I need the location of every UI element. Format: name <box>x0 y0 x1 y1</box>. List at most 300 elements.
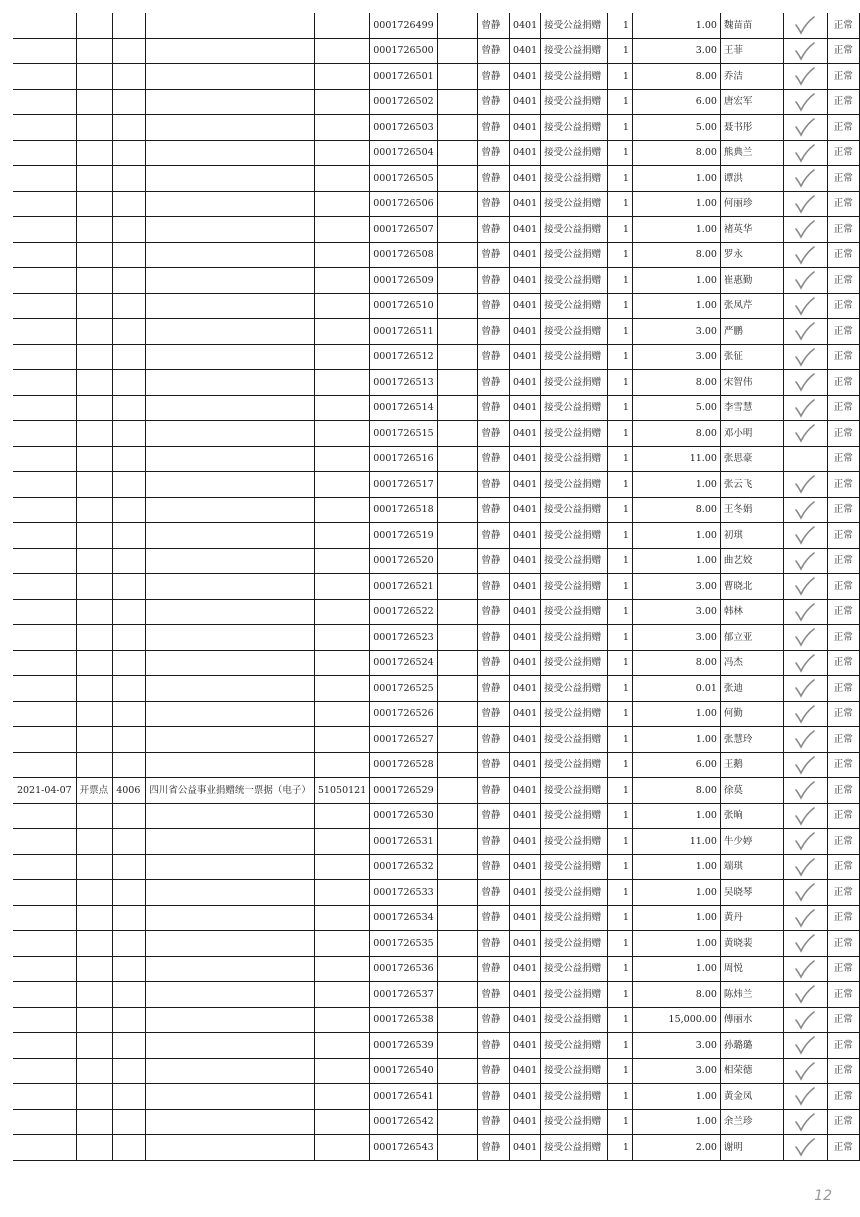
row-bill-code <box>314 344 369 370</box>
table-row <box>13 64 860 90</box>
row-issue-point <box>76 472 113 498</box>
row-amount: 1.00 <box>632 548 720 574</box>
row-blank-cell <box>437 1084 478 1110</box>
row-amount: 3.00 <box>632 1058 720 1084</box>
checkmark-icon <box>792 626 818 648</box>
row-invoice-number: 0001726539 <box>370 1033 437 1059</box>
row-quantity: 1 <box>607 217 632 243</box>
row-handler: 曾静 <box>478 574 510 600</box>
row-handler: 曾静 <box>478 268 510 294</box>
row-status: 正常 <box>827 166 859 192</box>
row-point-code <box>113 370 146 396</box>
row-item-code: 0401 <box>509 115 540 141</box>
row-bill-code <box>314 38 369 64</box>
row-bill-code <box>314 548 369 574</box>
table-row <box>13 370 860 396</box>
row-bill-code <box>314 421 369 447</box>
row-invoice-number: 0001726506 <box>370 191 437 217</box>
row-check-cell <box>784 1033 828 1059</box>
row-check-cell <box>784 472 828 498</box>
row-issue-point <box>76 1007 113 1033</box>
row-date <box>13 13 76 38</box>
row-item-code: 0401 <box>509 829 540 855</box>
row-amount: 1.00 <box>632 931 720 957</box>
row-quantity: 1 <box>607 1135 632 1161</box>
row-date <box>13 1135 76 1161</box>
row-issue-point <box>76 64 113 90</box>
row-amount: 1.00 <box>632 701 720 727</box>
checkmark-icon <box>792 167 818 189</box>
row-item-code: 0401 <box>509 1084 540 1110</box>
row-handler: 曾静 <box>478 829 510 855</box>
row-handler: 曾静 <box>478 13 510 38</box>
row-amount: 3.00 <box>632 1033 720 1059</box>
row-item-name: 接受公益捐赠 <box>541 191 608 217</box>
row-date <box>13 421 76 447</box>
row-date <box>13 319 76 345</box>
row-amount: 1.00 <box>632 905 720 931</box>
row-handler: 曾静 <box>478 1135 510 1161</box>
row-quantity: 1 <box>607 574 632 600</box>
row-date <box>13 854 76 880</box>
row-amount: 8.00 <box>632 497 720 523</box>
row-check-cell <box>784 854 828 880</box>
row-blank-cell <box>437 1007 478 1033</box>
checkmark-icon <box>792 677 818 699</box>
row-bill-code <box>314 956 369 982</box>
row-bill-code <box>314 242 369 268</box>
row-blank-cell <box>437 191 478 217</box>
row-quantity: 1 <box>607 727 632 753</box>
row-item-code: 0401 <box>509 650 540 676</box>
row-blank-cell <box>437 701 478 727</box>
row-blank-cell <box>437 395 478 421</box>
row-status: 正常 <box>827 650 859 676</box>
row-invoice-number: 0001726501 <box>370 64 437 90</box>
row-bill-code <box>314 599 369 625</box>
checkmark-icon <box>792 269 818 291</box>
row-point-code <box>113 293 146 319</box>
checkmark-icon <box>792 1009 818 1031</box>
table-row <box>13 931 860 957</box>
row-handler: 曾静 <box>478 1084 510 1110</box>
row-invoice-number: 0001726543 <box>370 1135 437 1161</box>
row-bill-name <box>146 523 315 549</box>
row-bill-code <box>314 472 369 498</box>
table-row <box>13 217 860 243</box>
row-invoice-number: 0001726521 <box>370 574 437 600</box>
row-date: 2021-04-07 <box>13 778 76 804</box>
row-bill-code <box>314 293 369 319</box>
row-item-name: 接受公益捐赠 <box>541 803 608 829</box>
row-issue-point <box>76 752 113 778</box>
row-check-cell <box>784 38 828 64</box>
row-invoice-number: 0001726520 <box>370 548 437 574</box>
row-date <box>13 727 76 753</box>
row-item-code: 0401 <box>509 548 540 574</box>
row-point-code <box>113 64 146 90</box>
row-amount: 8.00 <box>632 778 720 804</box>
row-bill-code <box>314 574 369 600</box>
row-date <box>13 1109 76 1135</box>
row-donor-name: 王菲 <box>720 38 783 64</box>
row-check-cell <box>784 625 828 651</box>
row-item-name: 接受公益捐赠 <box>541 727 608 753</box>
row-handler: 曾静 <box>478 1007 510 1033</box>
table-row <box>13 574 860 600</box>
row-status: 正常 <box>827 89 859 115</box>
row-point-code <box>113 1007 146 1033</box>
table-row <box>13 421 860 447</box>
row-invoice-number: 0001726499 <box>370 13 437 38</box>
table-row <box>13 650 860 676</box>
row-amount: 8.00 <box>632 982 720 1008</box>
row-issue-point <box>76 880 113 906</box>
row-blank-cell <box>437 38 478 64</box>
row-amount: 1.00 <box>632 268 720 294</box>
row-issue-point <box>76 1033 113 1059</box>
row-date <box>13 217 76 243</box>
row-item-name: 接受公益捐赠 <box>541 319 608 345</box>
row-item-code: 0401 <box>509 1033 540 1059</box>
row-handler: 曾静 <box>478 956 510 982</box>
row-blank-cell <box>437 880 478 906</box>
row-item-name: 接受公益捐赠 <box>541 676 608 702</box>
row-check-cell <box>784 344 828 370</box>
table-row <box>13 829 860 855</box>
row-item-name: 接受公益捐赠 <box>541 293 608 319</box>
row-date <box>13 905 76 931</box>
row-point-code <box>113 676 146 702</box>
row-handler: 曾静 <box>478 472 510 498</box>
row-blank-cell <box>437 625 478 651</box>
row-invoice-number: 0001726516 <box>370 446 437 472</box>
page-number: 12 <box>814 1188 832 1204</box>
row-point-code <box>113 89 146 115</box>
table-row <box>13 676 860 702</box>
row-check-cell <box>784 166 828 192</box>
row-status: 正常 <box>827 370 859 396</box>
row-donor-name: 褚英华 <box>720 217 783 243</box>
row-handler: 曾静 <box>478 905 510 931</box>
row-item-code: 0401 <box>509 319 540 345</box>
row-invoice-number: 0001726517 <box>370 472 437 498</box>
row-status: 正常 <box>827 497 859 523</box>
checkmark-icon <box>792 1136 818 1158</box>
row-point-code <box>113 982 146 1008</box>
row-handler: 曾静 <box>478 676 510 702</box>
row-handler: 曾静 <box>478 140 510 166</box>
row-issue-point <box>76 599 113 625</box>
row-item-code: 0401 <box>509 778 540 804</box>
checkmark-icon <box>792 601 818 623</box>
row-amount: 8.00 <box>632 370 720 396</box>
row-amount: 8.00 <box>632 64 720 90</box>
row-item-code: 0401 <box>509 599 540 625</box>
row-blank-cell <box>437 1109 478 1135</box>
row-handler: 曾静 <box>478 1109 510 1135</box>
checkmark-icon <box>792 65 818 87</box>
row-quantity: 1 <box>607 1109 632 1135</box>
row-check-cell <box>784 752 828 778</box>
table-row <box>13 880 860 906</box>
row-check-cell <box>784 1135 828 1161</box>
table-row <box>13 727 860 753</box>
row-invoice-number: 0001726500 <box>370 38 437 64</box>
row-bill-code <box>314 1058 369 1084</box>
row-bill-name <box>146 191 315 217</box>
row-donor-name: 宋智伟 <box>720 370 783 396</box>
row-donor-name: 冯杰 <box>720 650 783 676</box>
row-handler: 曾静 <box>478 166 510 192</box>
row-amount: 3.00 <box>632 599 720 625</box>
row-bill-name <box>146 472 315 498</box>
row-status: 正常 <box>827 268 859 294</box>
row-invoice-number: 0001726509 <box>370 268 437 294</box>
row-amount: 1.00 <box>632 803 720 829</box>
table-row <box>13 599 860 625</box>
row-issue-point <box>76 676 113 702</box>
row-date <box>13 880 76 906</box>
row-status: 正常 <box>827 1135 859 1161</box>
row-bill-code <box>314 370 369 396</box>
row-status: 正常 <box>827 599 859 625</box>
row-quantity: 1 <box>607 982 632 1008</box>
row-issue-point <box>76 854 113 880</box>
row-amount: 5.00 <box>632 395 720 421</box>
row-handler: 曾静 <box>478 64 510 90</box>
row-invoice-number: 0001726511 <box>370 319 437 345</box>
row-donor-name: 魏苗苗 <box>720 13 783 38</box>
row-quantity: 1 <box>607 344 632 370</box>
row-quantity: 1 <box>607 880 632 906</box>
row-amount: 8.00 <box>632 242 720 268</box>
row-item-name: 接受公益捐赠 <box>541 395 608 421</box>
row-issue-point <box>76 1058 113 1084</box>
row-blank-cell <box>437 778 478 804</box>
row-check-cell <box>784 778 828 804</box>
row-invoice-number: 0001726536 <box>370 956 437 982</box>
row-invoice-number: 0001726515 <box>370 421 437 447</box>
row-item-name: 接受公益捐赠 <box>541 1109 608 1135</box>
row-date <box>13 523 76 549</box>
row-bill-code <box>314 191 369 217</box>
row-invoice-number: 0001726538 <box>370 1007 437 1033</box>
row-item-name: 接受公益捐赠 <box>541 1058 608 1084</box>
row-bill-code <box>314 319 369 345</box>
table-row <box>13 752 860 778</box>
row-amount: 1.00 <box>632 217 720 243</box>
row-bill-code <box>314 931 369 957</box>
row-blank-cell <box>437 64 478 90</box>
row-handler: 曾静 <box>478 982 510 1008</box>
row-status: 正常 <box>827 115 859 141</box>
row-donor-name: 张晌 <box>720 803 783 829</box>
row-status: 正常 <box>827 803 859 829</box>
table-row <box>13 293 860 319</box>
row-blank-cell <box>437 599 478 625</box>
row-bill-code <box>314 523 369 549</box>
row-item-name: 接受公益捐赠 <box>541 242 608 268</box>
row-handler: 曾静 <box>478 497 510 523</box>
row-date <box>13 446 76 472</box>
row-amount: 0.01 <box>632 676 720 702</box>
row-bill-name: 四川省公益事业捐赠统一票据（电子） <box>146 778 315 804</box>
row-donor-name: 吴晓琴 <box>720 880 783 906</box>
row-item-code: 0401 <box>509 982 540 1008</box>
row-invoice-number: 0001726527 <box>370 727 437 753</box>
row-status: 正常 <box>827 319 859 345</box>
row-handler: 曾静 <box>478 1058 510 1084</box>
row-point-code <box>113 421 146 447</box>
row-blank-cell <box>437 803 478 829</box>
table-row <box>13 395 860 421</box>
row-bill-code <box>314 13 369 38</box>
row-item-name: 接受公益捐赠 <box>541 625 608 651</box>
row-amount: 1.00 <box>632 166 720 192</box>
table-row <box>13 497 860 523</box>
row-check-cell <box>784 829 828 855</box>
row-handler: 曾静 <box>478 650 510 676</box>
row-bill-code <box>314 166 369 192</box>
checkmark-icon <box>792 193 818 215</box>
row-handler: 曾静 <box>478 625 510 651</box>
row-point-code <box>113 625 146 651</box>
row-amount: 8.00 <box>632 421 720 447</box>
row-invoice-number: 0001726505 <box>370 166 437 192</box>
row-quantity: 1 <box>607 1058 632 1084</box>
row-check-cell <box>784 1109 828 1135</box>
checkmark-icon <box>792 473 818 495</box>
checkmark-icon <box>792 856 818 878</box>
row-donor-name: 张征 <box>720 344 783 370</box>
row-bill-code: 51050121 <box>314 778 369 804</box>
row-invoice-number: 0001726507 <box>370 217 437 243</box>
row-quantity: 1 <box>607 931 632 957</box>
row-bill-name <box>146 217 315 243</box>
row-amount: 1.00 <box>632 293 720 319</box>
row-check-cell <box>784 599 828 625</box>
row-quantity: 1 <box>607 1007 632 1033</box>
row-status: 正常 <box>827 293 859 319</box>
row-amount: 1.00 <box>632 880 720 906</box>
row-donor-name: 何丽珍 <box>720 191 783 217</box>
row-donor-name: 韩林 <box>720 599 783 625</box>
row-point-code <box>113 115 146 141</box>
row-amount: 3.00 <box>632 319 720 345</box>
row-item-code: 0401 <box>509 752 540 778</box>
row-bill-name <box>146 982 315 1008</box>
row-item-name: 接受公益捐赠 <box>541 599 608 625</box>
row-bill-name <box>146 1007 315 1033</box>
row-amount: 8.00 <box>632 140 720 166</box>
row-date <box>13 982 76 1008</box>
row-invoice-number: 0001726542 <box>370 1109 437 1135</box>
row-bill-code <box>314 676 369 702</box>
row-item-code: 0401 <box>509 268 540 294</box>
row-donor-name: 熊典兰 <box>720 140 783 166</box>
row-blank-cell <box>437 115 478 141</box>
checkmark-icon <box>792 983 818 1005</box>
row-blank-cell <box>437 905 478 931</box>
table-row <box>13 268 860 294</box>
row-item-name: 接受公益捐赠 <box>541 931 608 957</box>
row-point-code <box>113 140 146 166</box>
row-handler: 曾静 <box>478 370 510 396</box>
row-invoice-number: 0001726503 <box>370 115 437 141</box>
row-issue-point <box>76 931 113 957</box>
row-status: 正常 <box>827 956 859 982</box>
row-date <box>13 1007 76 1033</box>
row-date <box>13 650 76 676</box>
row-bill-code <box>314 89 369 115</box>
row-quantity: 1 <box>607 752 632 778</box>
table-row <box>13 13 860 38</box>
row-quantity: 1 <box>607 523 632 549</box>
row-donor-name: 王鹅 <box>720 752 783 778</box>
table-row <box>13 778 860 804</box>
row-donor-name: 曹晓北 <box>720 574 783 600</box>
row-item-name: 接受公益捐赠 <box>541 1084 608 1110</box>
row-quantity: 1 <box>607 395 632 421</box>
checkmark-icon <box>792 320 818 342</box>
row-issue-point <box>76 268 113 294</box>
row-bill-code <box>314 217 369 243</box>
row-date <box>13 344 76 370</box>
row-point-code <box>113 880 146 906</box>
table-row <box>13 319 860 345</box>
row-check-cell <box>784 982 828 1008</box>
row-bill-name <box>146 1135 315 1161</box>
row-status: 正常 <box>827 38 859 64</box>
row-invoice-number: 0001726524 <box>370 650 437 676</box>
row-issue-point <box>76 191 113 217</box>
row-invoice-number: 0001726519 <box>370 523 437 549</box>
row-point-code <box>113 319 146 345</box>
row-status: 正常 <box>827 13 859 38</box>
row-handler: 曾静 <box>478 89 510 115</box>
row-item-name: 接受公益捐赠 <box>541 778 608 804</box>
row-bill-code <box>314 115 369 141</box>
row-item-code: 0401 <box>509 727 540 753</box>
row-donor-name: 曲艺姣 <box>720 548 783 574</box>
row-quantity: 1 <box>607 115 632 141</box>
table-row <box>13 1109 860 1135</box>
row-quantity: 1 <box>607 421 632 447</box>
row-item-code: 0401 <box>509 1109 540 1135</box>
checkmark-icon <box>792 1034 818 1056</box>
row-handler: 曾静 <box>478 319 510 345</box>
row-issue-point: 开票点 <box>76 778 113 804</box>
row-bill-name <box>146 625 315 651</box>
row-item-name: 接受公益捐赠 <box>541 880 608 906</box>
row-blank-cell <box>437 854 478 880</box>
row-date <box>13 115 76 141</box>
row-invoice-number: 0001726535 <box>370 931 437 957</box>
row-blank-cell <box>437 13 478 38</box>
row-handler: 曾静 <box>478 854 510 880</box>
row-bill-code <box>314 905 369 931</box>
checkmark-icon <box>792 932 818 954</box>
row-amount: 3.00 <box>632 625 720 651</box>
row-donor-name: 李雪慧 <box>720 395 783 421</box>
row-point-code <box>113 956 146 982</box>
checkmark-icon <box>792 881 818 903</box>
row-point-code <box>113 446 146 472</box>
row-issue-point <box>76 1135 113 1161</box>
row-bill-name <box>146 370 315 396</box>
row-blank-cell <box>437 166 478 192</box>
